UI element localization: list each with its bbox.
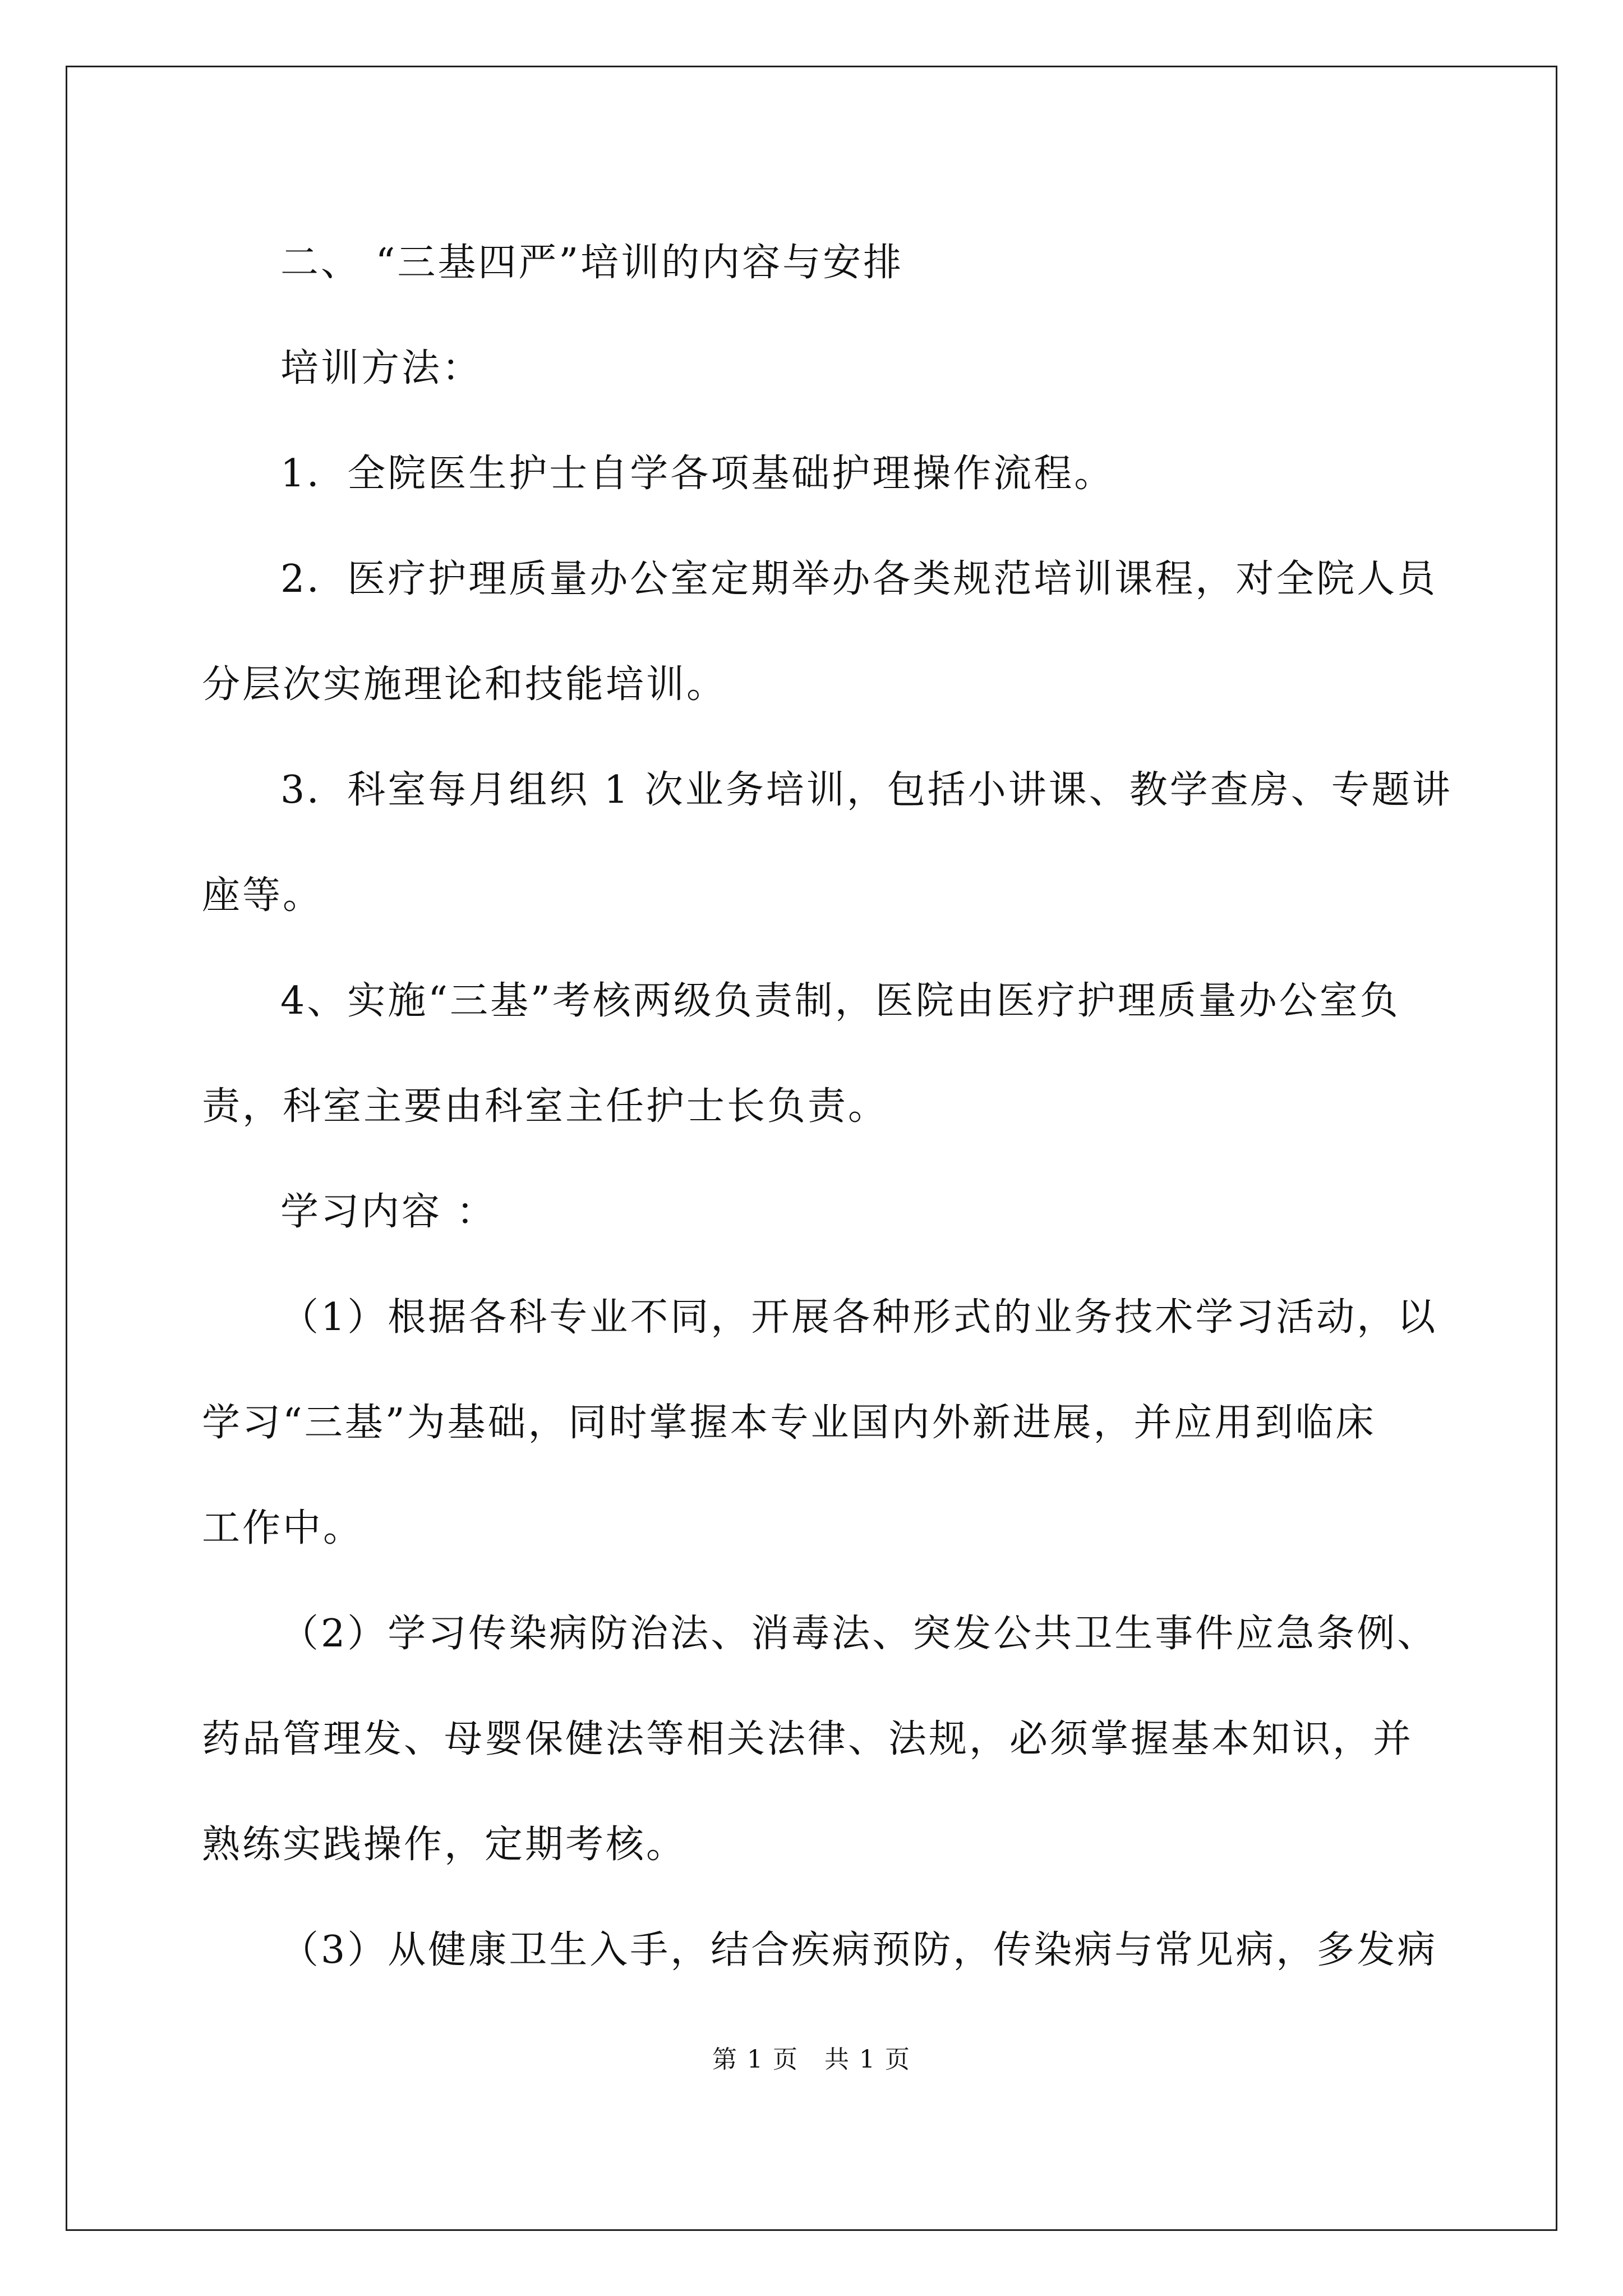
paragraph-line: 4、实施“三基”考核两级负责制，医院由医疗护理质量办公室负 xyxy=(280,979,1400,1023)
section-heading: 二、 “三基四严”培训的内容与安排 xyxy=(280,241,904,285)
paragraph-line: 工作中。 xyxy=(202,1506,364,1550)
paragraph-line: 分层次实施理论和技能培训。 xyxy=(202,662,727,707)
paragraph-line: 3．科室每月组织 1 次业务培训，包括小讲课、教学查房、专题讲 xyxy=(280,768,1453,812)
paragraph-line: 学习内容 ： xyxy=(280,1190,497,1234)
paragraph-line: 责，科室主要由科室主任护士长负责。 xyxy=(202,1084,889,1129)
paragraph-line: 座等。 xyxy=(202,873,324,918)
paragraph-line: （3）从健康卫生入手，结合疾病预防，传染病与常见病，多发病 xyxy=(280,1928,1438,1972)
page-footer: 第 1 页 共 1 页 xyxy=(712,2045,911,2074)
paragraph-line: 2．医疗护理质量办公室定期举办各类规范培训课程，对全院人员 xyxy=(280,557,1438,601)
paragraph-line: 熟练实践操作，定期考核。 xyxy=(202,1823,687,1867)
paragraph-line: 学习“三基”为基础，同时掌握本专业国内外新进展，并应用到临床 xyxy=(202,1401,1376,1445)
paragraph-line: 1．全院医生护士自学各项基础护理操作流程。 xyxy=(280,452,1115,496)
paragraph-line: （1）根据各科专业不同，开展各种形式的业务技术学习活动，以 xyxy=(280,1295,1438,1340)
document-body xyxy=(202,210,1453,2003)
paragraph-line: 药品管理发、母婴保健法等相关法律、法规，必须掌握基本知识，并 xyxy=(202,1717,1414,1761)
paragraph-line: （2）学习传染病防治法、消毒法、突发公共卫生事件应急条例、 xyxy=(280,1612,1438,1656)
paragraph-line: 培训方法： xyxy=(280,346,483,390)
